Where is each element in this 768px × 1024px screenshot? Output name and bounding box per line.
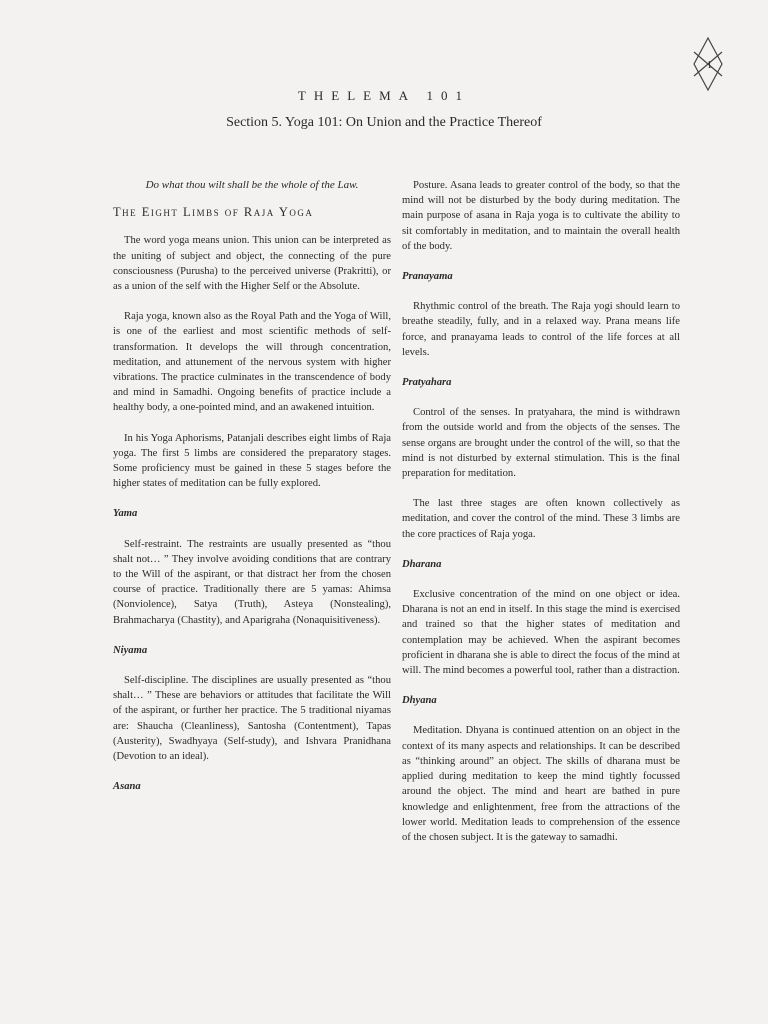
epigraph: Do what thou wilt shall be the whole of the Law.: [145, 179, 359, 191]
paragraph-asana: Posture. Asana leads to greater control of the body, so that the mind will not be disturbed by the body during meditation. The main purpose of asana in Raja yoga is to cultivate the ability to sit comfortably in meditation, and to maintain the overall health of the body.: [402, 180, 680, 252]
heading-asana: Asana: [113, 781, 141, 793]
paragraph-intro-1: The word yoga means union. This union can be interpreted as the uniting of subject and object, the connecting of the pure consciousness (Purusha) to the perceived universe (Prakritti), or as a union of the self with the Higher Self or the Absolute.: [113, 235, 391, 293]
heading-dharana: Dharana: [402, 558, 442, 570]
section-heading: The Eight Limbs of Raja Yoga: [113, 205, 314, 220]
heading-dhyana: Dhyana: [402, 695, 437, 707]
document-subtitle: Section 5. Yoga 101: On Union and the Practice Thereof: [226, 115, 542, 130]
heading-yama: Yama: [113, 508, 138, 520]
paragraph-dharana: Exclusive concentration of the mind on one object or idea. Dharana is not an end in itself. In this stage the mind is exercised and trained so that the higher states of meditation and contemplation may be achieved. When the aspirant becomes proficient in dharana she is able to direct the focus of the mind at will. The mind becomes a powerful tool, rather than a distraction.: [402, 589, 680, 677]
document-title: THELEMA 101: [297, 88, 471, 103]
paragraph-last-three: The last three stages are often known collectively as meditation, and cover the control of the mind. These 3 limbs are the core practices of Raja yoga.: [402, 498, 680, 540]
paragraph-intro-2: Raja yoga, known also as the Royal Path and the Yoga of Will, is one of the earliest and most scientific methods of self-transformation. It develops the will through concentration, meditation, and attunement of the nervous system with higher vibrations. The practice culminates in the transcendence of body and mind in Samadhi. Ongoing benefits of practice include a healthy body, a one-pointed mind, and an awakened intuition.: [113, 311, 391, 414]
paragraph-pranayama: Rhythmic control of the breath. The Raja yogi should learn to breathe steadily, fully, and in a relaxed way. Prana means life force, and pranayama leads to control of the life forces at all levels.: [402, 301, 680, 358]
paragraph-pratyahara: Control of the senses. In pratyahara, the mind is withdrawn from the outside world and from the objects of the senses. The sense organs are brought under the control of the will, so that the mind is not disturbed by external stimulation. This is the final preparation for meditation.: [402, 407, 680, 480]
left-column: [113, 178, 391, 810]
right-column: [402, 178, 680, 860]
heading-niyama: Niyama: [113, 644, 148, 656]
heading-pranayama: Pranayama: [402, 271, 453, 283]
paragraph-intro-3: In his Yoga Aphorisms, Patanjali describes eight limbs of Raja yoga. The first 5 limbs are considered the preparatory stages. Some proficiency must be gained in these 5 stages before the higher states of meditation can be fully explored.: [113, 432, 391, 490]
paragraph-yama: Self-restraint. The restraints are usually presented as “thou shalt not… ” They involve avoiding conditions that are contrary to the Will of the aspirant, or that distract her from the chosen course of practice. Traditionally there are 5 yamas: Ahimsa (Nonviolence), Satya (Truth), Asteya (Nonstealing), Brahmacharya (Chastity), and Aparigraha (Nonaquisitiveness).: [113, 538, 391, 626]
paragraph-niyama: Self-discipline. The disciplines are usually presented as “thou shalt… ” These are behaviors or attitudes that facilitate the Will of the aspirant, or further her practice. The 5 traditional niyamas are: Shaucha (Cleanliness), Santosha (Contentment), Tapas (Austerity), Swadhyaya (Self-study), and Ishvara Pranidhana (Devotion to an ideal).: [113, 675, 391, 763]
heading-pratyahara: Pratyahara: [402, 377, 452, 389]
page-number: 1: [707, 60, 712, 71]
paragraph-dhyana: Meditation. Dhyana is continued attention on an object in the context of its many aspects and relationships. It can be described as “thinking around” an object. The skills of dharana must be applied during meditation to keep the mind tightly focussed around the object. The mind and heart are bathed in pure knowledge and enlightenment, free from the attractions of the lower world. Meditation leads to comprehension of the essence of the chosen subject. It is the gateway to samadhi.: [402, 725, 680, 843]
